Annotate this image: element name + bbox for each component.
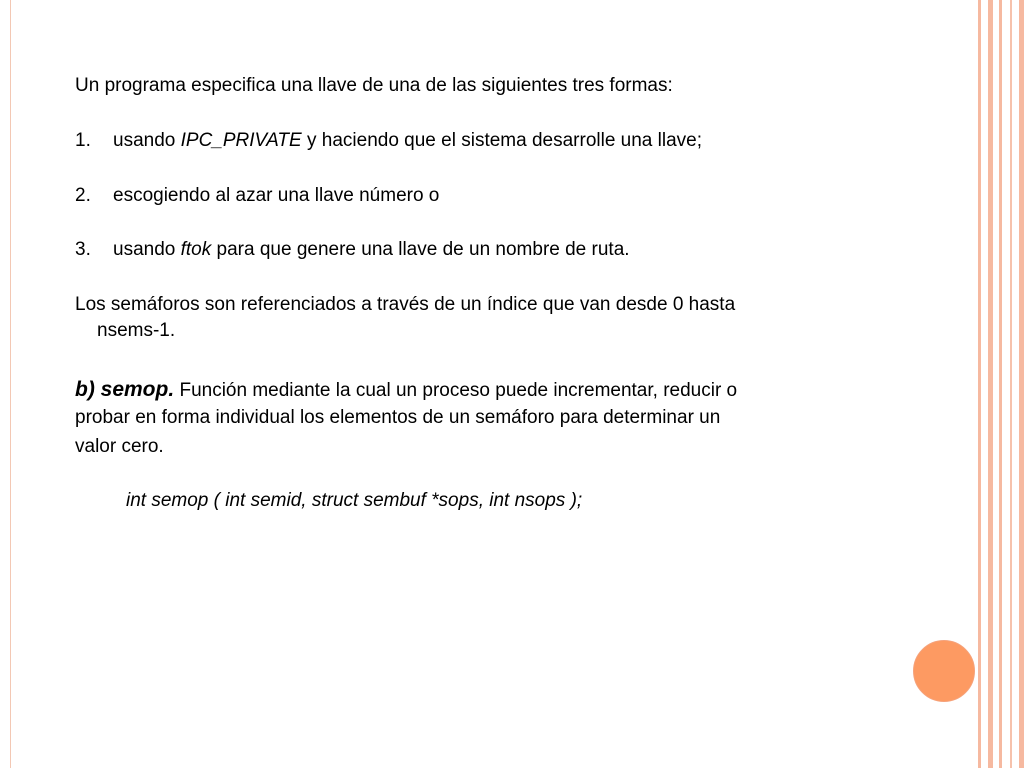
semaforos-text: Los semáforos son referenciados a través de un índice que van desde 0 hasta — [75, 294, 736, 315]
list-number: 3. — [75, 239, 91, 260]
list-text: escogiendo al azar una llave número o — [113, 185, 440, 206]
semop-desc: Función mediante la cual un proceso puede incrementar, reducir o — [174, 380, 738, 401]
stripe — [999, 0, 1002, 768]
semop-desc-2: probar en forma individual los elementos de un semáforo para determinar un — [75, 407, 721, 428]
list-item — [75, 237, 630, 263]
list-text: usando — [113, 130, 181, 151]
list-number: 1. — [75, 130, 91, 151]
left-border-line — [10, 0, 11, 768]
stripe — [1019, 0, 1024, 768]
stripe — [978, 0, 981, 768]
semop-paragraph — [75, 377, 737, 404]
list-text: usando — [113, 239, 181, 260]
stripe — [988, 0, 993, 768]
semop-title: b) semop. — [75, 378, 175, 401]
list-item — [75, 128, 702, 154]
list-emphasis: IPC_PRIVATE — [180, 130, 302, 151]
list-item — [75, 183, 439, 209]
list-number: 2. — [75, 185, 91, 206]
list-text: para que genere una llave de un nombre de ruta. — [211, 239, 630, 260]
semaforos-text-cont: nsems-1. — [97, 320, 176, 341]
code-signature: int semop ( int semid, struct sembuf *sops, int nsops ); — [126, 490, 583, 511]
list-text: y haciendo que el sistema desarrolle una llave; — [301, 130, 703, 151]
semop-desc-3: valor cero. — [75, 436, 164, 457]
decorative-stripes — [975, 0, 1024, 768]
decorative-circle — [913, 640, 975, 702]
stripe — [1010, 0, 1012, 768]
intro-text: Un programa especifica una llave de una de las siguientes tres formas: — [75, 75, 673, 96]
list-emphasis: ftok — [180, 239, 212, 260]
